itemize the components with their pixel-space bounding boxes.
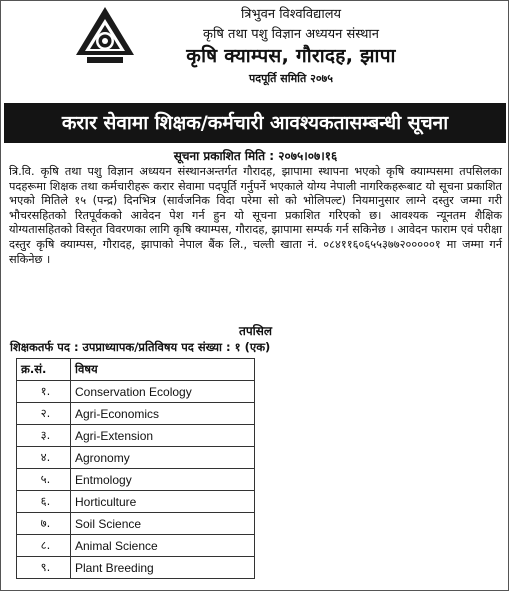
- university-emblem-icon: [73, 5, 137, 69]
- row-serial: ८.: [17, 535, 71, 557]
- row-subject: Animal Science: [71, 535, 255, 557]
- table-row: [17, 381, 255, 403]
- row-serial: २.: [17, 403, 71, 425]
- row-subject: Agronomy: [71, 447, 255, 469]
- schedule-heading: तपसिल: [238, 324, 272, 338]
- notice-title-banner: करार सेवामा शिक्षक/कर्मचारी आवश्यकतासम्बन्धी सूचना: [4, 103, 506, 143]
- post-details: शिक्षकतर्फ पद : उपप्राध्यापक/प्रतिविषय पद संख्या : १ (एक): [10, 340, 271, 354]
- subjects-table: [16, 358, 255, 579]
- row-subject: Soil Science: [71, 513, 255, 535]
- table-row: [17, 557, 255, 579]
- row-serial: ९.: [17, 557, 71, 579]
- table-row: [17, 513, 255, 535]
- table-header-row: [17, 359, 255, 381]
- table-row: [17, 491, 255, 513]
- row-subject: Plant Breeding: [71, 557, 255, 579]
- row-subject: Entmology: [71, 469, 255, 491]
- row-subject: Horticulture: [71, 491, 255, 513]
- institute-name: कृषि तथा पशु विज्ञान अध्ययन संस्थान: [203, 27, 379, 42]
- notice-body: त्रि.वि. कृषि तथा पशु विज्ञान अध्ययन संस्थानअन्तर्गत गौरादह, झापामा स्थापना भएको कृषि क्याम्पसमा तपसिलका पदहरूमा शिक्षक तथा कर्मचारीहरू करार सेवामा पदपूर्ति गर्नुपर्ने भएकाले योग्य नेपाली नागरिकहरूबाट यो सूचना प्रकाशित भएको मितिले १५ (पन्द्र) दिनभित्र (सार्वजनिक विदा परेमा सो को भोलिपल्ट) नियमानुसार लाग्ने दस्तुर जम्मा गरी भौचरसहितको रितपूर्वकको आवेदन पेश गर्न हुन यो सूचना प्रकाशित गरिएको छ। आवश्यक न्यूनतम शैक्षिक योग्यतासहितको विस्तृत विवरणका लागि कृषि क्याम्पस, गौरादह, झापामा सम्पर्क गर्न सकिनेछ । आवेदन फाराम एवं परीक्षा दस्तुर कृषि क्याम्पस, गौरादह, झापाको नेपाल बैंक लि., चल्ती खाता नं. ०८४११६०६५५३७७२०००००१ मा जम्मा गर्न सकिनेछ ।: [9, 165, 502, 266]
- row-serial: ७.: [17, 513, 71, 535]
- table-row: [17, 535, 255, 557]
- table-row: [17, 425, 255, 447]
- publish-date: सूचना प्रकाशित मिति : २०७५।०७।१६: [173, 149, 338, 163]
- row-subject: Conservation Ecology: [71, 381, 255, 403]
- row-serial: ६.: [17, 491, 71, 513]
- campus-name: कृषि क्याम्पस, गौरादह, झापा: [186, 45, 396, 67]
- row-subject: Agri-Economics: [71, 403, 255, 425]
- university-name: त्रिभुवन विश्वविद्यालय: [240, 7, 342, 22]
- table-row: [17, 403, 255, 425]
- table-row: [17, 469, 255, 491]
- committee-name: पदपूर्ति समिति २०७५: [249, 72, 333, 85]
- table-row: [17, 447, 255, 469]
- column-header-serial: क्र.सं.: [17, 359, 71, 381]
- row-serial: १.: [17, 381, 71, 403]
- row-serial: ४.: [17, 447, 71, 469]
- row-subject: Agri-Extension: [71, 425, 255, 447]
- row-serial: ३.: [17, 425, 71, 447]
- column-header-subject: विषय: [71, 359, 255, 381]
- row-serial: ५.: [17, 469, 71, 491]
